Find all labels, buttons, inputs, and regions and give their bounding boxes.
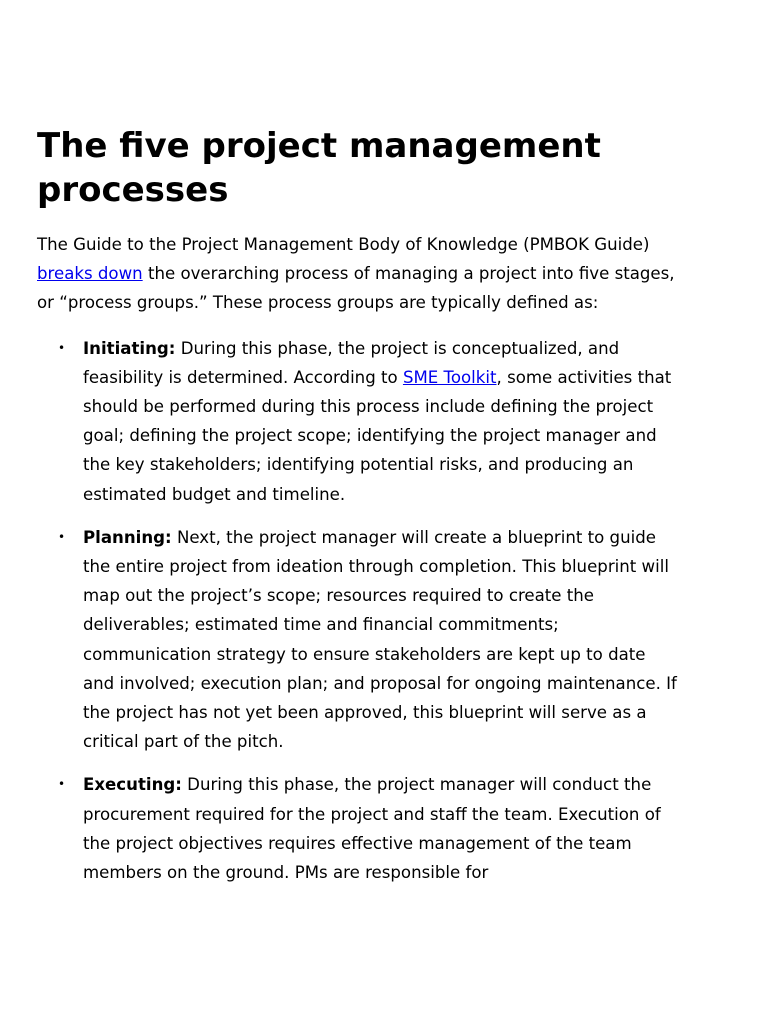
intro-paragraph — [37, 230, 677, 318]
list-item-initiating — [37, 334, 677, 509]
sme-toolkit-link[interactable]: SME Toolkit — [402, 367, 497, 387]
item-text-before: During this phase, the project is conceptualized, and feasibility is determined. According to — [83, 338, 620, 387]
intro-text-before: The Guide to the Project Management Body of Knowledge (PMBOK Guide) — [37, 235, 650, 254]
page-title: The five project management processes — [37, 126, 601, 210]
list-item-text — [83, 339, 671, 504]
list-item-text — [83, 528, 677, 751]
list-item-executing — [37, 770, 677, 887]
bullet-icon: • — [58, 777, 66, 792]
list-item-text — [83, 775, 661, 882]
bullet-icon: • — [58, 340, 66, 355]
item-term: Initiating: — [83, 338, 176, 358]
item-text-after: , some activities that should be performed during this process include defining the project goal; defining the project scope; identifying the project manager and the key stakeholders; identifying potential risks, and producing an estimated budget and timeline. — [83, 367, 672, 504]
item-description: Next, the project manager will create a blueprint to guide the entire project from ideation through completion. This blueprint will map out the project’s scope; resources required to create the deliverables; estimated time and financial commitments; communication strategy to ensure stakeholders are kept up to date and involved; execution plan; and proposal for ongoing maintenance. If the project has not yet been approved, this blueprint will serve as a critical part of the pitch. — [83, 527, 677, 752]
list-item-planning — [37, 523, 677, 757]
article — [37, 124, 677, 901]
process-list — [37, 334, 677, 888]
item-term: Executing: — [83, 775, 182, 795]
item-term: Planning: — [83, 527, 172, 547]
bullet-icon: • — [58, 529, 66, 544]
item-description: During this phase, the project manager will conduct the procurement required for the project and staff the team. Execution of the project objectives requires effective management of the team members on the ground. PMs are responsible for — [83, 775, 661, 883]
breaks-down-link[interactable]: breaks down — [37, 264, 143, 284]
intro-text-after: the overarching process of managing a project into five stages, or “process groups.” These process groups are typically defined as: — [37, 264, 675, 313]
